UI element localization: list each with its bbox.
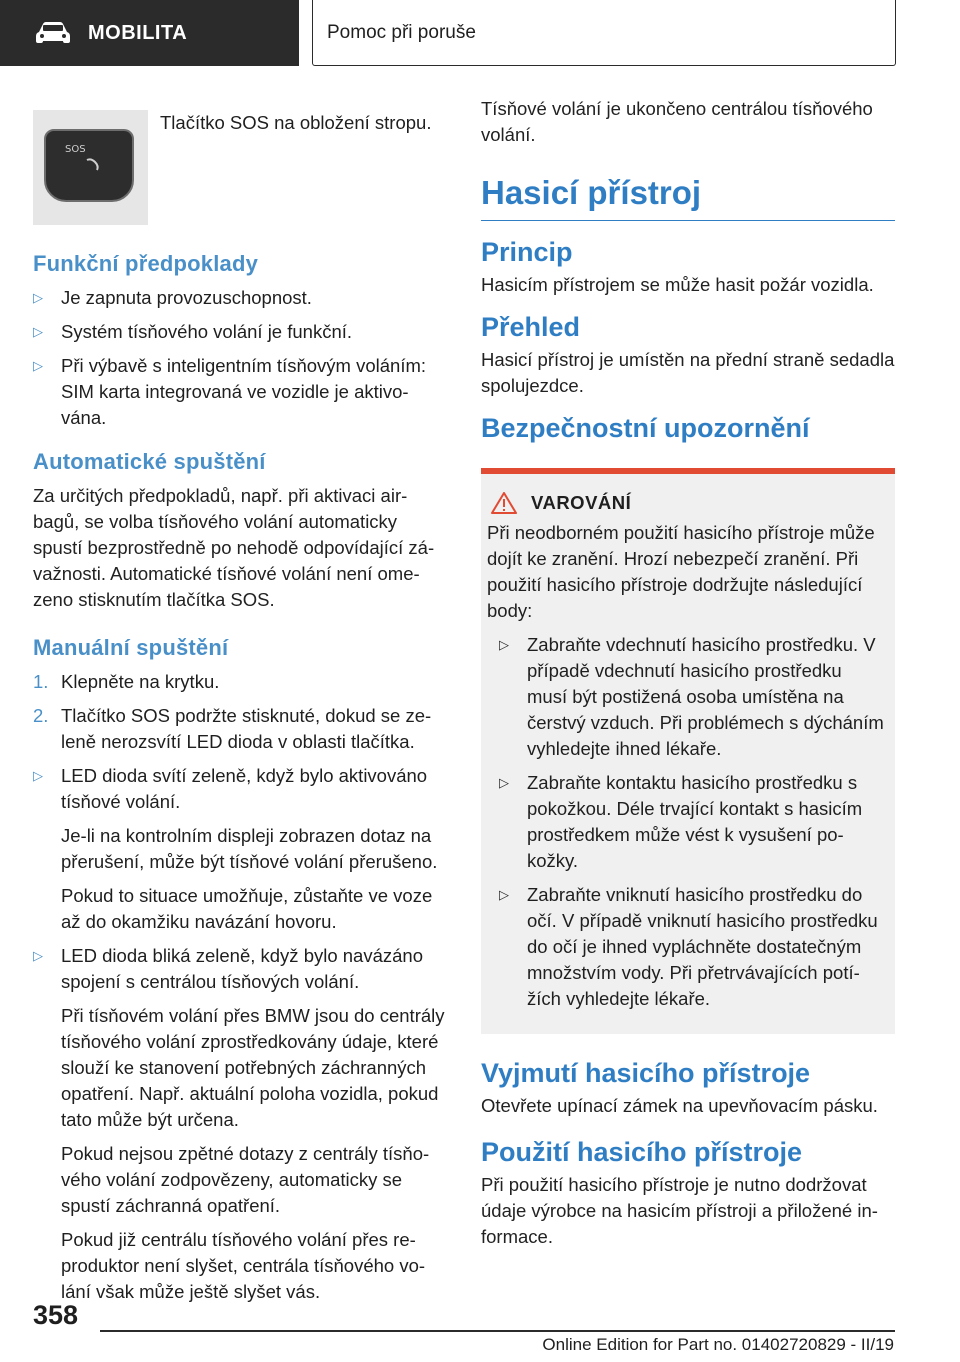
- intro-text: Tísňové volání je ukončeno centrálou tísňového volání.: [481, 98, 873, 145]
- section-title: MOBILITA: [88, 21, 188, 44]
- prerequisites-list: [33, 285, 447, 431]
- heading-automatic: Automatické spuštění: [33, 449, 266, 474]
- triangle-bullet-icon: ▷: [33, 290, 43, 305]
- sos-label: SOS: [65, 144, 86, 155]
- list-item: ▷ Je zapnuta provozuschopnost.: [33, 285, 447, 311]
- triangle-bullet-icon: ▷: [33, 358, 43, 373]
- step-item: 1. Klepněte na krytku.: [33, 671, 220, 692]
- heading-use: Použití hasicího přístroje: [481, 1137, 803, 1167]
- list-item: ▷ Při výbavě s inteligentním tísňovým voláním: SIM karta integrovaná ve vozidle je aktivována.: [33, 353, 447, 431]
- step-item: 2. Tlačítko SOS podržte stisknuté, dokud se zeleně nerozsvítí LED dioda v oblasti tlačítka.: [33, 705, 432, 752]
- triangle-bullet-icon: ▷: [499, 637, 509, 652]
- heading-fire-extinguisher: Hasicí přístroj: [481, 174, 895, 221]
- footer-divider: [100, 1330, 895, 1332]
- figure-caption: Tlačítko SOS na obložení stropu.: [160, 112, 432, 133]
- section-tab: [0, 0, 299, 66]
- car-icon: [34, 21, 72, 45]
- warning-item: ▷ Zabraňte vdechnutí hasicího prostředku. V případě vdechnutí hasicího prostředku musí být postižená osoba umístěna na čerstvý vzduch. Při problémech s dýcháním vyhledejte ihned lékaře.: [487, 632, 885, 762]
- warning-title: VAROVÁNÍ: [531, 492, 632, 513]
- sos-figure: [33, 110, 447, 225]
- sos-phone-icon: [83, 154, 105, 176]
- heading-prerequisites: Funkční předpoklady: [33, 251, 259, 276]
- warning-item: ▷ Zabraňte vniknutí hasicího prostředku do očí. V případě vniknutí hasicího prostředku do očí je ihned vypláchněte dostatečným množstvím vody. Při přetrvávajících potížích vyhledejte lékaře.: [487, 882, 885, 1012]
- heading-overview: Přehled: [481, 312, 581, 342]
- remove-text: Otevřete upínací zámek na upevňovacím pásku.: [481, 1095, 878, 1116]
- heading-principle: Princip: [481, 237, 573, 267]
- use-text: Při použití hasicího přístroje je nutno dodržovat údaje výrobce na hasicím přístroji a přiložené informace.: [481, 1174, 878, 1247]
- triangle-bullet-icon: ▷: [33, 768, 43, 783]
- triangle-bullet-icon: ▷: [33, 324, 43, 339]
- overview-text: Hasicí přístroj je umístěn na přední straně sedadla spolujezdce.: [481, 349, 895, 396]
- triangle-bullet-icon: ▷: [33, 948, 43, 963]
- warning-triangle-icon: [491, 492, 517, 514]
- left-column: [33, 96, 447, 1313]
- chapter-title: Pomoc při poruše: [327, 21, 476, 43]
- list-item: ▷ LED dioda svítí zeleně, když bylo aktivováno tísňové volání. Je-li na kontrolním displeji zobrazen dotaz na přerušení, může být tísňové volání přerušeno. Pokud to situace umožňuje, zůstaňte ve voze až do okamžiku navázání hovoru.: [33, 763, 447, 935]
- manual-steps: [33, 669, 447, 1305]
- chapter-tab: [312, 0, 896, 66]
- list-item: ▷ LED dioda bliká zeleně, když bylo navázáno spojení s centrálou tísňových volání. Při tísňovém volání přes BMW jsou do centrály tísňového volání zprostředkovány údaje, které slouží ke stanovení potřebných záchranných opatření. Např. aktuální poloha vozidla, pokud tato může být určena. Pokud nejsou zpětné dotazy z centrály tísňového volání zodpovězeny, automaticky se spustí záchranná opatření. Pokud již centrálu tísňového volání přes reproduktor není slyšet, centrála tísňového volání však může ještě slyšet vás.: [33, 943, 447, 1305]
- right-column: [481, 96, 895, 1258]
- page-number: 358: [33, 1300, 79, 1330]
- sos-button-image: [33, 110, 148, 225]
- triangle-bullet-icon: ▷: [499, 775, 509, 790]
- list-item: ▷ Systém tísňového volání je funkční.: [33, 319, 447, 345]
- heading-manual: Manuální spuštění: [33, 635, 229, 660]
- heading-remove: Vyjmutí hasicího přístroje: [481, 1058, 811, 1088]
- warning-box: [481, 468, 895, 1034]
- triangle-bullet-icon: ▷: [499, 887, 509, 902]
- automatic-text: Za určitých předpokladů, např. při aktivaci airbagů, se volba tísňového volání automaticky spustí bezprostředně po nehodě odpovídající závažnosti. Automatické tísňové volání není omezeno stisknutím tlačítka SOS.: [33, 485, 435, 610]
- warning-text: Při neodborném použití hasicího přístroje může dojít ke zranění. Hrozí nebezpečí zranění. Při použití hasicího přístroje dodržujte následující body:: [487, 522, 875, 621]
- principle-text: Hasicím přístrojem se může hasit požár vozidla.: [481, 274, 874, 295]
- warning-item: ▷ Zabraňte kontaktu hasicího prostředku s pokožkou. Déle trvající kontakt s hasicím prostředkem může vést k vysušení pokožky.: [487, 770, 885, 874]
- heading-safety: Bezpečnostní upozornění: [481, 413, 810, 443]
- edition-note: Online Edition for Part no. 01402720829 - II/19: [542, 1335, 894, 1354]
